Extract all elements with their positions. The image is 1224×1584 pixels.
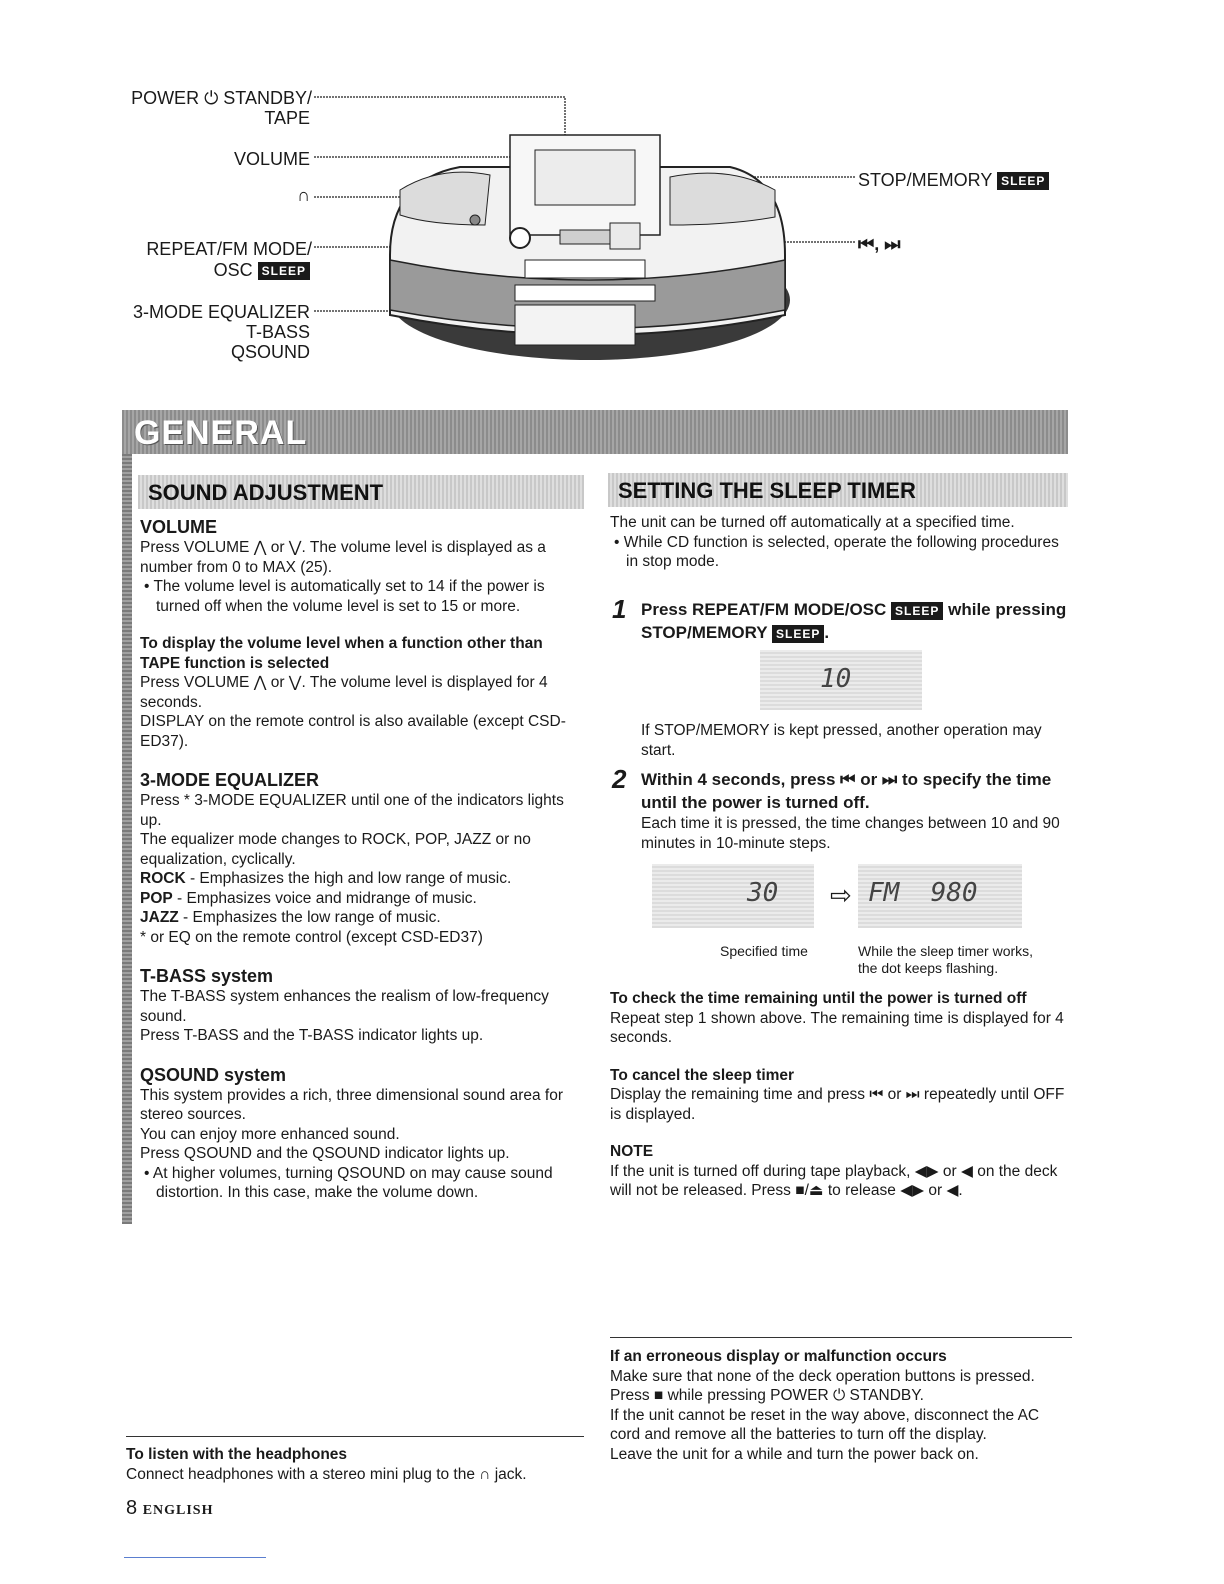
erroneous-text-1: Make sure that none of the deck operation buttons is pressed. — [610, 1367, 1035, 1385]
check-text: Repeat step 1 shown above. The remaining time is displayed for 4 seconds. — [610, 1009, 1064, 1046]
device-illustration — [310, 85, 870, 395]
spacer — [140, 751, 586, 769]
jazz-desc: - Emphasizes the low range of music. — [178, 909, 441, 926]
qsound-text-1: This system provides a rich, three dimensional sound area for stereo sources. — [140, 1086, 564, 1123]
erroneous-heading: If an erroneous display or malfunction occurs — [610, 1348, 947, 1365]
qsound-heading: QSOUND system — [140, 1064, 287, 1085]
pop-term: POP — [140, 889, 173, 907]
check-section — [610, 989, 1074, 1201]
sound-adjustment-content — [140, 516, 586, 1203]
equalizer-note: * or EQ on the remote control (except CSD-ED37) — [140, 928, 483, 946]
stop-memory-label — [858, 170, 1049, 190]
pop-line — [140, 889, 586, 909]
qsound-text-3: Press QSOUND and the QSOUND indicator lights up. — [140, 1145, 510, 1162]
cancel-text: Display the remaining time and press ⏮ or ⏭ repeatedly until OFF is displayed. — [610, 1086, 1065, 1123]
lcd-display-specified — [652, 864, 814, 928]
headphones-heading: To listen with the headphones — [126, 1446, 348, 1463]
step-2-title: Within 4 seconds, press ⏮ or ⏭ to specify the time until the power is turned off. — [641, 770, 1052, 812]
erroneous-section — [610, 1347, 1072, 1464]
page-number: 8 — [126, 1497, 138, 1519]
erroneous-text-3: If the unit cannot be reset in the way above, disconnect the AC cord and remove all the batteries to turn off the display. — [610, 1406, 1040, 1443]
sound-adjustment-title: SOUND ADJUSTMENT — [148, 480, 384, 505]
sleep-intro-bullet: • While CD function is selected, operate the following procedures in stop mode. — [614, 533, 1059, 570]
caption-line-1: While the sleep timer works, — [858, 943, 1034, 959]
step-1-title: Press REPEAT/FM MODE/OSC SLEEP while pressing STOP/MEMORY SLEEP . — [641, 600, 1067, 642]
jazz-term: JAZZ — [140, 909, 179, 926]
general-banner — [122, 410, 1068, 454]
check-heading: To check the time remaining until the power is turned off — [610, 990, 1027, 1007]
step-1-title-a: Press REPEAT/FM MODE/OSC — [641, 600, 887, 619]
spacer — [140, 947, 586, 965]
equalizer-text-1: Press * 3-MODE EQUALIZER until one of the indicators lights up. — [140, 792, 564, 829]
cancel-heading: To cancel the sleep timer — [610, 1066, 795, 1084]
repeat-fm-mode-label: REPEAT/FM MODE/ — [146, 239, 312, 259]
left-border — [122, 454, 132, 1224]
sleep-badge: SLEEP — [258, 262, 310, 280]
spacer — [610, 1124, 1074, 1142]
lcd-value: FM 980 — [868, 878, 978, 908]
osc-label — [100, 260, 310, 280]
tbass-text-2: Press T-BASS and the T-BASS indicator lights up. — [140, 1027, 484, 1044]
pop-desc: - Emphasizes voice and midrange of music. — [172, 889, 477, 907]
lcd-value: 30 — [747, 878, 779, 908]
banner-title: GENERAL — [134, 414, 308, 452]
power-standby-label: POWER ⏻ STANDBY/ — [131, 88, 312, 108]
sleep-timer-header — [608, 473, 1068, 507]
sleep-badge: SLEEP — [891, 602, 943, 620]
spacer — [140, 616, 586, 634]
divider — [126, 1436, 584, 1437]
note-text: If the unit is turned off during tape playback, ◀▶ or ◀ on the deck will not be released. Press ■/⏏ to release ◀▶ or ◀. — [610, 1162, 1058, 1199]
language-label: ENGLISH — [142, 1503, 214, 1518]
note-heading: NOTE — [610, 1143, 654, 1160]
divider — [610, 1337, 1072, 1338]
step-2 — [641, 768, 1071, 853]
sleep-timer-title: SETTING THE SLEEP TIMER — [618, 478, 916, 503]
tape-label: TAPE — [264, 108, 310, 128]
sleep-intro — [610, 513, 1070, 572]
step-1-number: 1 — [612, 594, 627, 624]
lcd-display-running — [858, 864, 1022, 928]
headphones-section — [126, 1445, 586, 1484]
display-text-2: DISPLAY on the remote control is also available (except CSD-ED37). — [140, 713, 566, 750]
rock-line — [140, 869, 586, 889]
footer-rule — [124, 1557, 266, 1558]
volume-label: VOLUME — [233, 149, 310, 169]
volume-bullet: • The volume level is automatically set to 14 if the power is turned off when the volume level is set to 15 or more. — [144, 578, 545, 615]
arrow-icon: ⇨ — [830, 880, 852, 910]
erroneous-text-4: Leave the unit for a while and turn the power back on. — [610, 1445, 979, 1463]
equalizer-label: 3-MODE EQUALIZER — [132, 302, 310, 322]
tbass-label: T-BASS — [245, 322, 310, 342]
tbass-heading: T-BASS system — [140, 966, 274, 986]
qsound-bullet: • At higher volumes, turning QSOUND on may cause sound distortion. In this case, make the volume down. — [144, 1164, 553, 1201]
step-2-number: 2 — [612, 764, 627, 794]
caption-line-2: the dot keeps flashing. — [858, 960, 999, 976]
qsound-text-2: You can enjoy more enhanced sound. — [140, 1125, 400, 1143]
step-2-text: Each time it is pressed, the time changes between 10 and 90 minutes in 10-minute steps. — [641, 815, 1060, 852]
qsound-label: QSOUND — [230, 342, 310, 362]
page-footer — [126, 1497, 214, 1520]
caption-dot-flashing — [858, 943, 1033, 977]
erroneous-text-2: Press ■ while pressing POWER ⏻ STANDBY. — [610, 1387, 924, 1404]
volume-heading: VOLUME — [140, 517, 218, 537]
step-1-note: If STOP/MEMORY is kept pressed, another operation may start. — [641, 722, 1042, 759]
headphone-label: ∩ — [297, 185, 310, 205]
stop-memory-text: STOP/MEMORY — [858, 170, 993, 190]
sleep-badge: SLEEP — [772, 625, 824, 643]
display-text-1: Press VOLUME ⋀ or ⋁. The volume level is displayed for 4 seconds. — [140, 674, 548, 711]
equalizer-text-2: The equalizer mode changes to ROCK, POP, JAZZ or no equalization, cyclically. — [140, 831, 531, 868]
equalizer-heading: 3-MODE EQUALIZER — [140, 770, 320, 790]
lcd-display-step-1 — [760, 650, 922, 710]
caption-specified-time: Specified time — [720, 943, 808, 959]
spacer — [140, 1046, 586, 1064]
lcd-value: 10 — [820, 664, 852, 694]
display-heading: To display the volume level when a function other than TAPE function is selected — [140, 635, 543, 672]
headphones-text: Connect headphones with a stereo mini plug to the ∩ jack. — [126, 1465, 527, 1483]
step-1-title-b: while pressing STOP/MEMORY — [641, 600, 1067, 642]
step-1 — [641, 598, 1071, 644]
tbass-text-1: The T-BASS system enhances the realism of low-frequency sound. — [140, 988, 549, 1025]
skip-label: ⏮, ⏭ — [858, 234, 901, 254]
sleep-intro-text: The unit can be turned off automatically at a specified time. — [610, 514, 1015, 531]
rock-desc: - Emphasizes the high and low range of music. — [185, 870, 512, 887]
sound-adjustment-header — [138, 475, 584, 509]
volume-text: Press VOLUME ⋀ or ⋁. The volume level is displayed as a number from 0 to MAX (25). — [140, 539, 546, 576]
jazz-line — [140, 908, 586, 928]
osc-text: OSC — [213, 260, 253, 280]
sleep-badge: SLEEP — [997, 172, 1049, 190]
rock-term: ROCK — [140, 870, 186, 887]
spacer — [610, 1048, 1074, 1066]
